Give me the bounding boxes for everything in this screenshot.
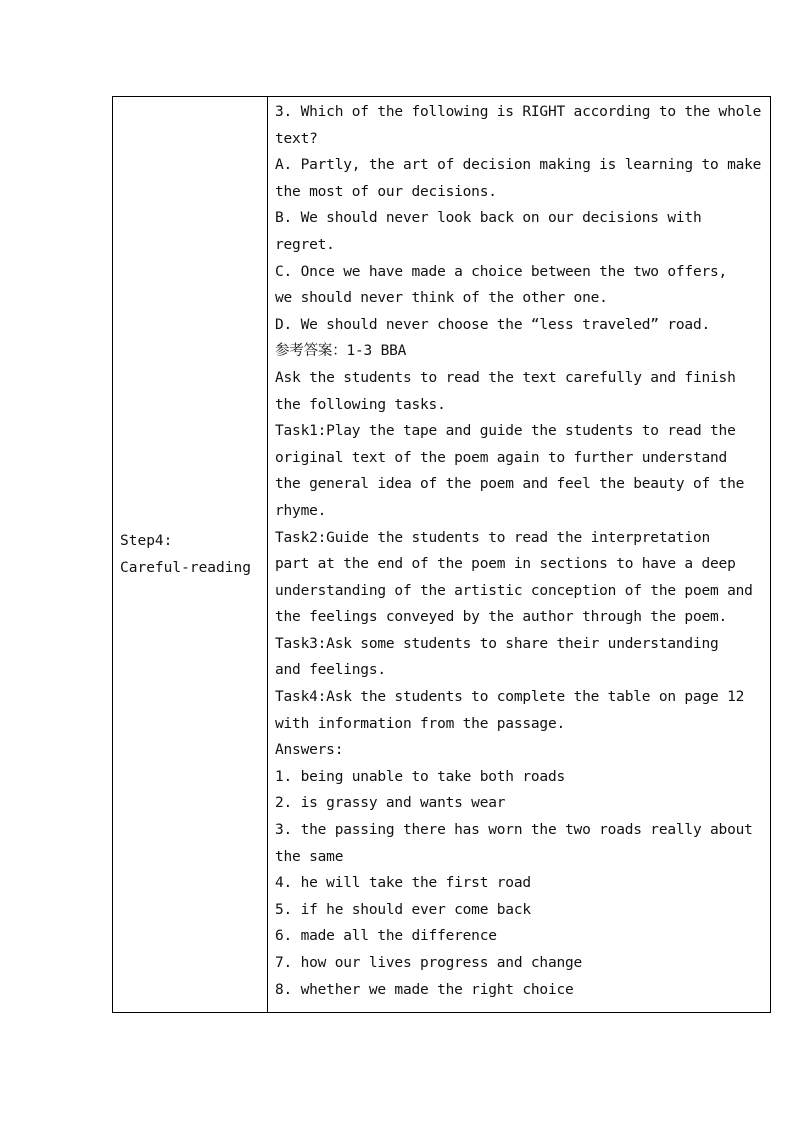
answer-key: 参考答案：1-3 BBA <box>275 343 407 360</box>
task1-line: rhyme. <box>275 502 327 519</box>
step-number: Step4: <box>120 532 173 549</box>
table-row <box>113 97 771 1013</box>
task3-line: and feelings. <box>275 662 386 679</box>
option-c: we should never think of the other one. <box>275 290 608 307</box>
task2-line: part at the end of the poem in sections to have a deep <box>275 556 736 573</box>
task4-line: Task4:Ask the students to complete the table on page 12 <box>275 689 745 706</box>
answer-item: 7. how our lives progress and change <box>275 955 583 971</box>
answer-item: 6. made all the difference <box>275 928 497 945</box>
content-cell <box>268 97 771 1013</box>
instruction-line: the following tasks. <box>275 396 446 413</box>
answers-heading: Answers: <box>275 742 344 759</box>
step-label <box>113 528 267 581</box>
answer-item: 3. the passing there has worn the two roads really about <box>275 822 753 839</box>
step-title: Careful-reading <box>120 559 251 576</box>
answer-item: 1. being unable to take both roads <box>275 768 566 785</box>
answer-item: 8. whether we made the right choice <box>275 981 574 998</box>
option-b: regret. <box>275 236 335 253</box>
task1-line: the general idea of the poem and feel the beauty of the <box>275 476 745 493</box>
question-line: 3. Which of the following is RIGHT according to the whole <box>275 104 762 120</box>
question-line: text? <box>275 130 318 147</box>
task1-line: Task1:Play the tape and guide the students to read the <box>275 423 736 440</box>
step-cell <box>113 97 268 1013</box>
task2-line: the feelings conveyed by the author through the poem. <box>275 609 728 626</box>
lesson-plan-table <box>112 96 771 1013</box>
task2-line: understanding of the artistic conception of the poem and <box>275 582 753 599</box>
option-d: D. We should never choose the “less traveled” road. <box>275 316 711 333</box>
option-c: C. Once we have made a choice between the two offers, <box>275 263 728 280</box>
answer-item: the same <box>275 848 344 865</box>
answer-item: 2. is grassy and wants wear <box>275 795 506 812</box>
answer-item: 5. if he should ever come back <box>275 901 531 918</box>
option-a: A. Partly, the art of decision making is learning to make <box>275 157 762 174</box>
answer-item: 4. he will take the first road <box>275 875 531 892</box>
task3-line: Task3:Ask some students to share their understanding <box>275 635 719 652</box>
task1-line: original text of the poem again to further understand <box>275 449 728 466</box>
task4-line: with information from the passage. <box>275 715 566 732</box>
option-a: the most of our decisions. <box>275 183 497 200</box>
instruction-line: Ask the students to read the text carefully and finish <box>275 369 736 386</box>
option-b: B. We should never look back on our decisions with <box>275 210 702 227</box>
task2-line: Task2:Guide the students to read the interpretation <box>275 529 711 546</box>
content-text <box>268 97 770 1003</box>
